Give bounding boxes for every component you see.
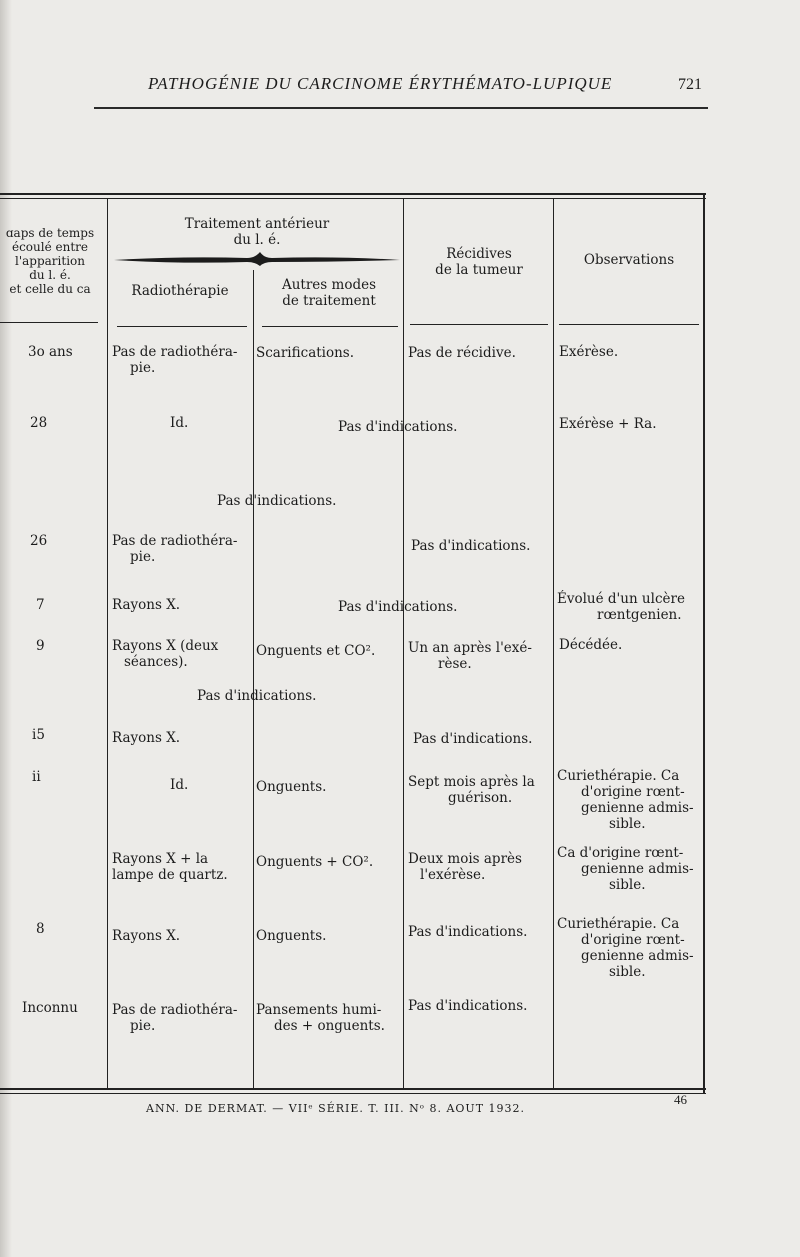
row9-autres: Onguents. (256, 779, 327, 795)
header-observations: Observations (583, 252, 675, 268)
row6-recidive: Un an après l'exé- rèse. (408, 640, 532, 672)
row8-laps: i5 (32, 727, 45, 743)
row8-span: Pas d'indications. (413, 731, 533, 747)
row2-radio: Id. (170, 415, 189, 431)
header-rule (94, 107, 708, 109)
row5-obs: Évolué d'un ulcère rœntgenien. (557, 591, 685, 623)
row6-laps: 9 (36, 638, 45, 654)
page-edge (0, 0, 12, 1257)
row2-laps: 28 (30, 415, 48, 431)
page-number: 721 (678, 76, 702, 93)
header-underline-laps (0, 322, 98, 323)
table-right-border (703, 193, 705, 1094)
row2-span: Pas d'indications. (338, 419, 458, 435)
row10-autres: Onguents + CO². (256, 854, 374, 870)
row2-obs: Exérèse + Ra. (559, 416, 657, 432)
row11-radio: Rayons X. (112, 928, 181, 944)
row11-autres: Onguents. (256, 928, 327, 944)
table-top-rule (0, 193, 706, 195)
header-recidives: Récidives de la tumeur (435, 246, 523, 278)
col-divider-3 (403, 199, 404, 1088)
row10-obs: Ca d'origine rœnt- genienne admis- sible. (557, 845, 694, 893)
row6-autres: Onguents et CO². (256, 643, 376, 659)
col-divider-2 (253, 270, 254, 1088)
row9-obs: Curiethérapie. Ca d'origine rœnt- genienne admis- sible. (557, 768, 694, 832)
signature-mark: 46 (674, 1092, 687, 1107)
row1-laps: 3o ans (28, 344, 73, 360)
row1-recidive: Pas de récidive. (408, 345, 516, 361)
row9-laps: ii (32, 769, 41, 785)
row7-span: Pas d'indications. (197, 688, 317, 704)
journal-footer: ANN. DE DERMAT. — VIIᵉ SÉRIE. T. III. Nᵒ 8. AOUT 1932. (146, 1102, 526, 1115)
header-underline-obs (559, 324, 699, 325)
table-bottom-rule (0, 1088, 706, 1090)
row8-radio: Rayons X. (112, 730, 181, 746)
table-top-rule-inner (0, 198, 706, 199)
row11-laps: 8 (36, 921, 45, 937)
row6-obs: Décédée. (559, 637, 623, 653)
header-underline-radio (117, 326, 247, 327)
running-head: PATHOGÉNIE DU CARCINOME ÉRYTHÉMATO-LUPIQUE (148, 74, 613, 93)
row6-radio: Rayons X (deux séances). (112, 638, 219, 670)
header-autres-modes: Autres modes de traitement (281, 277, 377, 309)
header-radiotherapie: Radiothérapie (131, 283, 229, 299)
row10-radio: Rayons X + la lampe de quartz. (112, 851, 228, 883)
row5-radio: Rayons X. (112, 597, 181, 613)
row9-recidive: Sept mois après la guérison. (408, 774, 535, 806)
row1-radio: Pas de radiothéra- pie. (112, 344, 238, 376)
row3-span: Pas d'indications. (217, 493, 337, 509)
row12-radio: Pas de radiothéra- pie. (112, 1002, 238, 1034)
header-underline-recidives (410, 324, 548, 325)
row4-span: Pas d'indications. (411, 538, 531, 554)
row5-span: Pas d'indications. (338, 599, 458, 615)
row1-autres: Scarifications. (256, 345, 355, 361)
row9-radio: Id. (170, 777, 189, 793)
row4-radio: Pas de radiothéra- pie. (112, 533, 238, 565)
col-divider-1 (107, 199, 108, 1088)
header-underline-autres (262, 326, 398, 327)
brace-icon (112, 250, 402, 270)
header-traitement: Traitement antérieur du l. é. (184, 216, 330, 248)
row12-laps: Inconnu (22, 1000, 78, 1016)
row5-laps: 7 (36, 597, 45, 613)
row4-laps: 26 (30, 533, 48, 549)
row12-recidive: Pas d'indications. (408, 998, 528, 1014)
row11-recidive: Pas d'indications. (408, 924, 528, 940)
table-bottom-rule-inner (0, 1093, 706, 1094)
col-divider-4 (553, 199, 554, 1088)
row10-recidive: Deux mois après l'exérèse. (408, 851, 522, 883)
row12-autres: Pansements humi- des + onguents. (256, 1002, 385, 1034)
header-laps: ɑaps de temps écoulé entre l'apparition du l. é. et celle du ca (5, 226, 95, 296)
row11-obs: Curiethérapie. Ca d'origine rœnt- genienne admis- sible. (557, 916, 694, 980)
row1-obs: Exérèse. (559, 344, 619, 360)
